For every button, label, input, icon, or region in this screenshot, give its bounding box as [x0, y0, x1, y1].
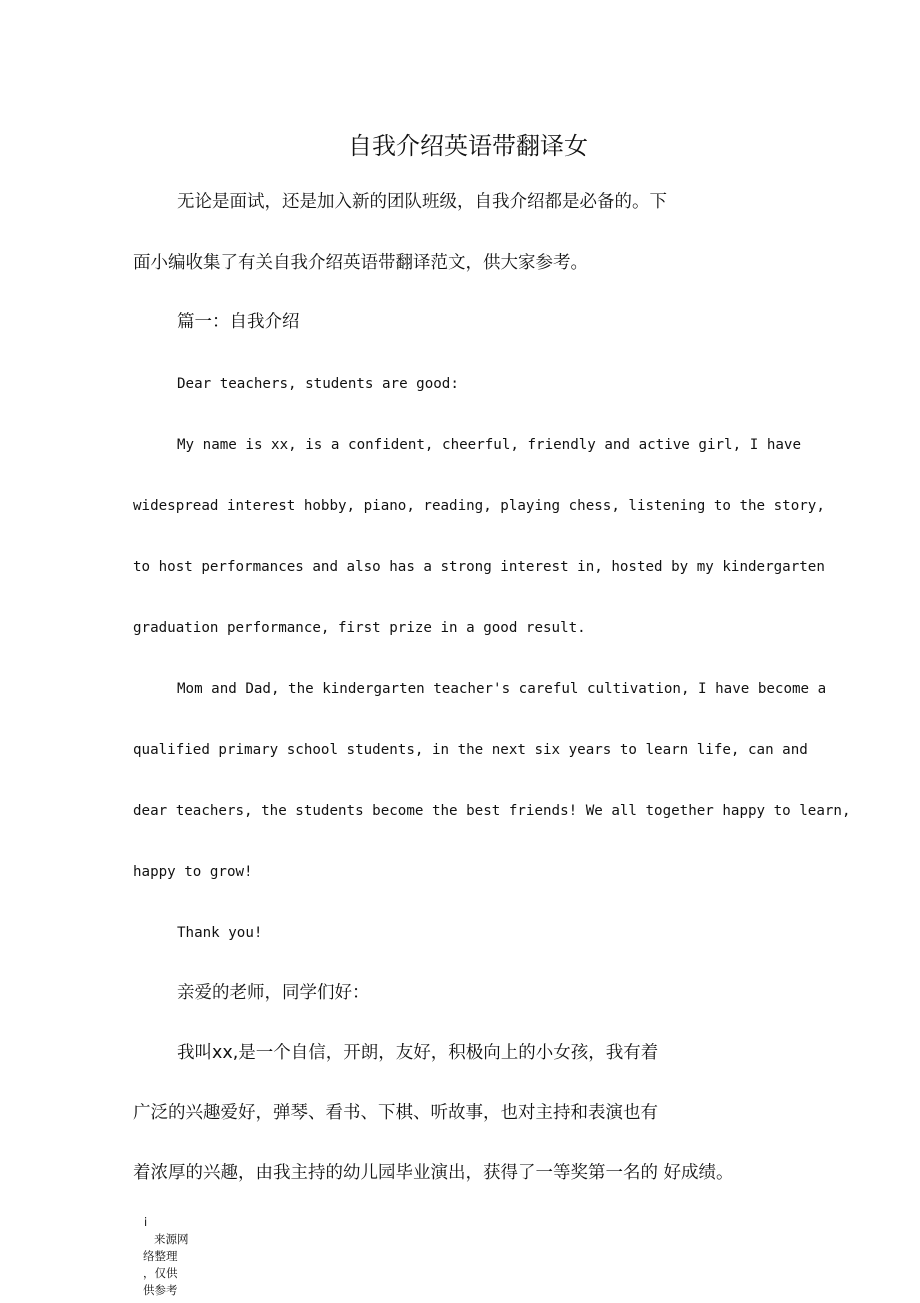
thanks-en: Thank you! — [177, 925, 263, 941]
source-footnote — [140, 1214, 200, 1299]
greeting-en: Dear teachers, students are good: — [177, 376, 459, 392]
para1-cn-line-2: 广泛的兴趣爱好，弹琴、看书、下棋、听故事，也对主持和表演也有 — [133, 1103, 658, 1123]
para1-en-line-2: widespread interest hobby, piano, reading, playing chess, listening to the story, — [133, 498, 825, 514]
footnote-line-2: 来源网 — [154, 1232, 189, 1246]
section-heading: 篇一：自我介绍 — [177, 312, 300, 332]
para2-en-line-4: happy to grow! — [133, 864, 253, 880]
para1-cn-line-3: 着浓厚的兴趣，由我主持的幼儿园毕业演出，获得了一等奖第一名的 好成绩。 — [133, 1163, 734, 1183]
para1-en-line-4: graduation performance, first prize in a good result. — [133, 620, 586, 636]
para2-en-line-2: qualified primary school students, in the next six years to learn life, can and — [133, 742, 808, 758]
footnote-line-4: ，仅供 — [143, 1266, 178, 1280]
footnote-line-3: 络整理 — [143, 1249, 178, 1263]
para2-en-line-1: Mom and Dad, the kindergarten teacher's careful cultivation, I have become a — [177, 681, 827, 697]
intro-line-1: 无论是面试，还是加入新的团队班级，自我介绍都是必备的。下 — [177, 192, 667, 212]
intro-line-2: 面小编收集了有关自我介绍英语带翻译范文，供大家参考。 — [133, 253, 588, 273]
greeting-cn: 亲爱的老师，同学们好： — [177, 983, 370, 1003]
para2-en-line-3: dear teachers, the students become the best friends! We all together happy to learn, — [133, 803, 851, 819]
footnote-line-1: i — [144, 1215, 148, 1229]
para1-en-line-1: My name is xx, is a confident, cheerful, friendly and active girl, I have — [177, 437, 801, 453]
footnote-line-5: 供参考 — [143, 1283, 178, 1297]
para1-cn-line-1: 我叫xx,是一个自信，开朗，友好，积极向上的小女孩，我有着 — [177, 1043, 659, 1063]
document-title: 自我介绍英语带翻译女 — [348, 132, 588, 160]
para1-en-line-3: to host performances and also has a strong interest in, hosted by my kindergarten — [133, 559, 825, 575]
